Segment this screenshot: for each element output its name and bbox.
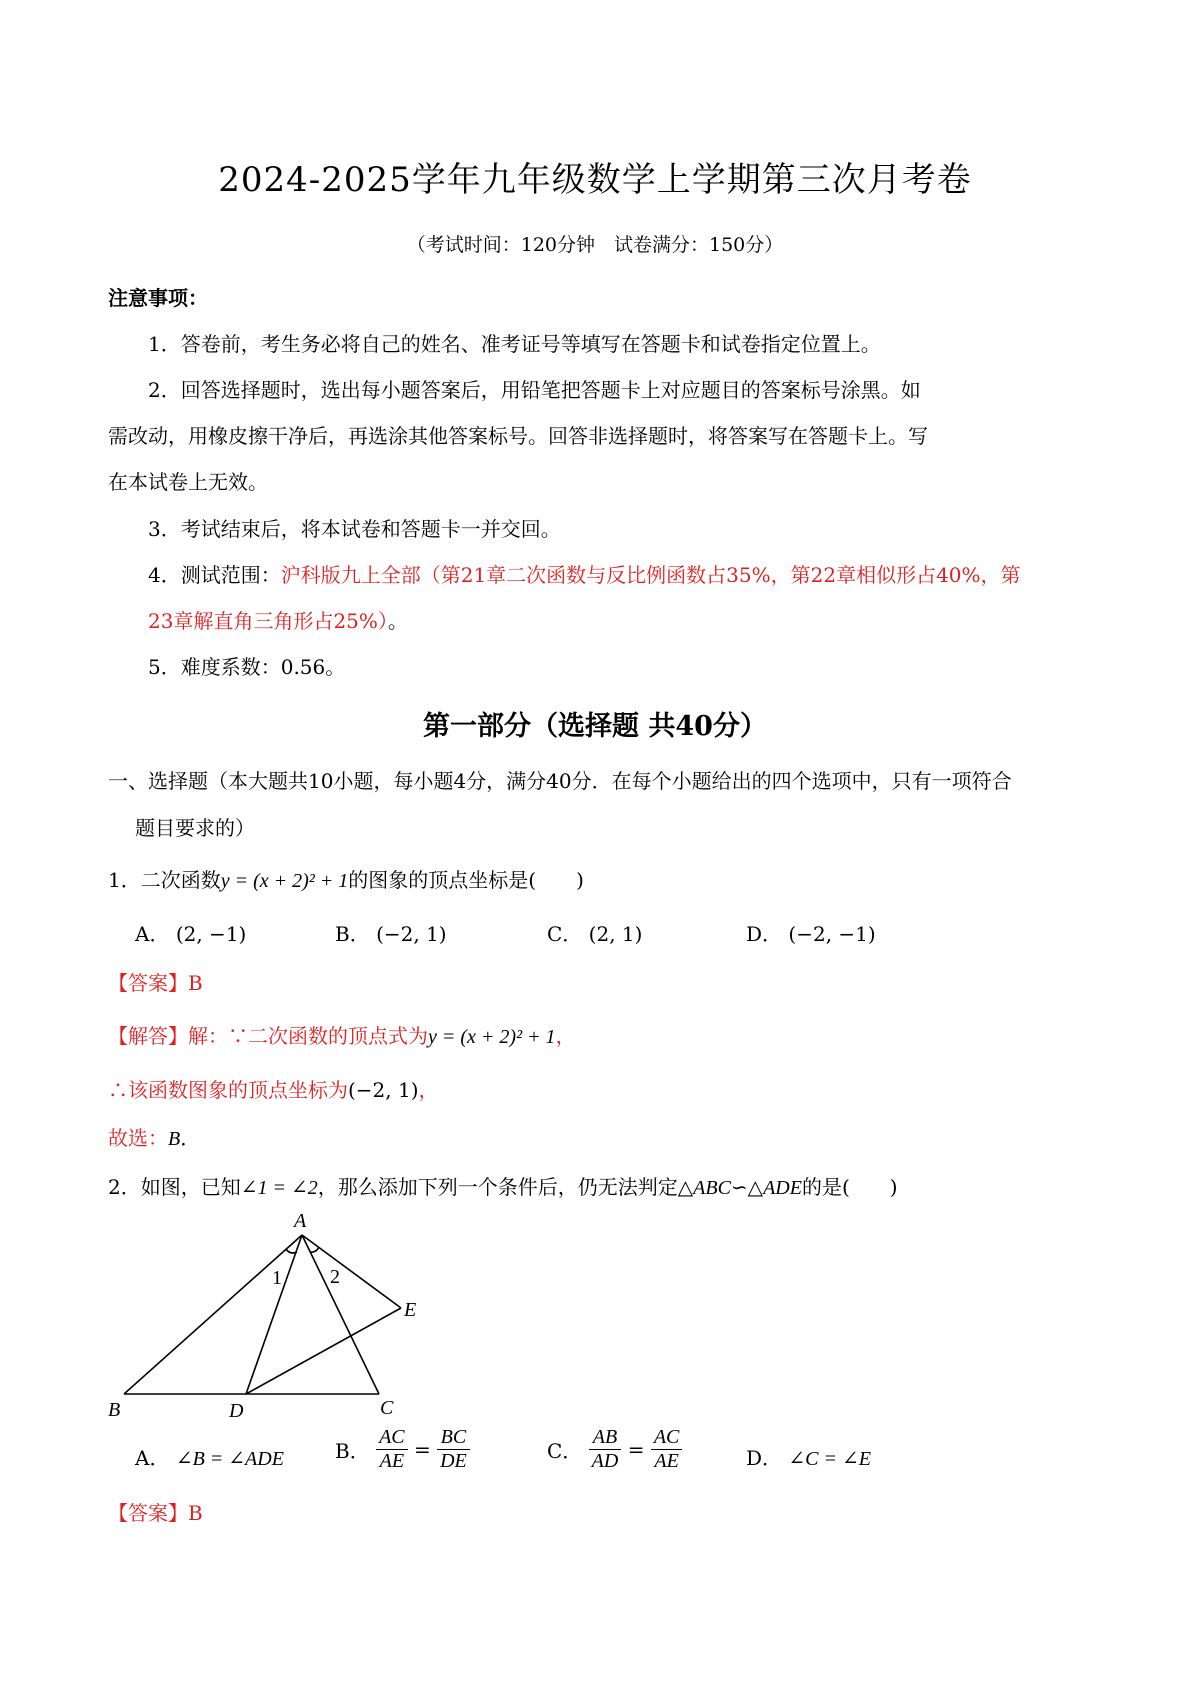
question-1-stem <box>108 864 584 893</box>
segment-ad <box>246 1235 302 1394</box>
section-title: 第一部分（选择题 共40分） <box>423 711 767 742</box>
denominator: AE <box>379 1450 405 1472</box>
option-value: (2, 1) <box>588 922 643 946</box>
choice-value: B <box>168 1128 181 1150</box>
option-label: A． <box>135 922 170 946</box>
triangle-abc: ABC <box>693 1177 731 1199</box>
option-value: (−2, −1) <box>788 922 876 946</box>
exam-info: （考试时间：120分钟 试卷满分：150分） <box>406 234 784 256</box>
notice-item-2-line-1: 2．回答选择题时，选出每小题答案后，用铅笔把答题卡上对应题目的答案标号涂黑。如 <box>148 378 921 402</box>
option-label: D． <box>746 922 783 946</box>
q1-solution-line-1 <box>108 1020 576 1049</box>
triangle-ade: ADE <box>763 1177 802 1199</box>
q1-option-b <box>335 918 447 947</box>
q1-option-d <box>746 918 876 947</box>
notice-item-4-line-1 <box>148 559 1021 588</box>
part-intro-line-2: 题目要求的） <box>135 816 255 840</box>
solution-text: 解：∵二次函数的顶点式为 <box>188 1024 428 1048</box>
similar-symbol: ∽△ <box>730 1175 764 1199</box>
solution-text: ∴该函数图象的顶点坐标为 <box>108 1078 348 1102</box>
answer-value: B <box>188 1501 203 1525</box>
numerator: BC <box>437 1426 470 1450</box>
solution-formula: (−2, 1) <box>348 1078 419 1102</box>
option-label: B． <box>335 1439 370 1463</box>
part-intro-line-1: 一、选择题（本大题共10小题，每小题4分，满分40分．在每个小题给出的四个选项中，只有一项符合 <box>108 769 1012 793</box>
option-label: A． <box>135 1446 170 1470</box>
q1-option-a <box>135 918 246 947</box>
segment-ab <box>124 1235 302 1394</box>
option-label: B． <box>335 922 370 946</box>
q2-option-c <box>547 1426 682 1473</box>
q2-option-b <box>335 1426 470 1473</box>
question-1-formula: y = (x + 2)² + 1 <box>220 870 349 892</box>
option-value: (2, −1) <box>175 922 247 946</box>
question-2-prefix: 2．如图，已知 <box>108 1175 241 1199</box>
angle-1-arc <box>286 1249 297 1253</box>
solution-punct: ， <box>555 1024 576 1048</box>
question-1-suffix: 的图象的顶点坐标是( ) <box>348 868 584 892</box>
fraction-ac-ae <box>376 1426 408 1473</box>
choice-punct: ． <box>180 1126 201 1150</box>
fraction-ac-ae-2 <box>651 1426 683 1473</box>
label-a: A <box>294 1210 307 1232</box>
numerator: AC <box>376 1426 408 1450</box>
notice-item-4-line-2 <box>148 605 408 634</box>
option-value: ∠C = ∠E <box>788 1448 871 1470</box>
page-title: 2024-2025学年九年级数学上学期第三次月考卷 <box>218 160 972 200</box>
segment-ac <box>302 1235 379 1394</box>
notice-item-5: 5．难度系数：0.56。 <box>148 655 346 679</box>
q2-option-d <box>746 1442 871 1471</box>
q1-answer <box>108 967 203 996</box>
denominator: AD <box>591 1450 619 1472</box>
angle-2-arc <box>310 1247 319 1252</box>
denominator: AE <box>654 1450 679 1472</box>
denominator: DE <box>440 1450 467 1472</box>
question-2-stem <box>108 1171 898 1200</box>
q2-answer <box>108 1497 203 1526</box>
option-label: D． <box>746 1446 783 1470</box>
label-d: D <box>229 1400 244 1422</box>
solution-punct: ， <box>418 1078 439 1102</box>
notice-item-3: 3．考试结束后，将本试卷和答题卡一并交回。 <box>148 517 561 541</box>
option-value: (−2, 1) <box>376 922 447 946</box>
q1-option-c <box>547 918 642 947</box>
solution-tag: 【解答】 <box>108 1024 188 1048</box>
label-c: C <box>380 1397 394 1419</box>
notice-item-4-suffix: 。 <box>387 609 408 633</box>
fraction-ab-ad <box>589 1426 622 1473</box>
q2-option-a <box>135 1442 284 1471</box>
equals-sign: = <box>627 1437 645 1462</box>
geometry-figure <box>100 1205 440 1425</box>
solution-formula: y = (x + 2)² + 1 <box>428 1026 556 1048</box>
label-angle-2: 2 <box>330 1266 340 1288</box>
question-2-suffix: 的是( ) <box>801 1175 898 1199</box>
segment-ae <box>302 1235 401 1308</box>
notice-item-2-line-3: 在本试卷上无效。 <box>108 470 268 494</box>
fraction-bc-de <box>437 1426 470 1473</box>
notice-item-1: 1．答卷前，考生务必将自己的姓名、准考证号等填写在答题卡和试卷指定位置上。 <box>148 332 881 356</box>
numerator: AC <box>651 1426 683 1450</box>
label-b: B <box>108 1399 121 1421</box>
question-2-middle: ，那么添加下列一个条件后，仍无法判定△ <box>317 1175 694 1199</box>
answer-tag: 【答案】 <box>108 971 188 995</box>
segment-de <box>246 1308 401 1394</box>
notice-heading: 注意事项： <box>108 286 208 310</box>
answer-tag: 【答案】 <box>108 1501 188 1525</box>
notice-item-2-line-2: 需改动，用橡皮擦干净后，再选涂其他答案标号。回答非选择题时，将答案写在答题卡上。写 <box>108 424 928 448</box>
equals-sign: = <box>413 1437 431 1462</box>
test-scope: 沪科版九上全部（第21章二次函数与反比例函数占35%，第22章相似形占40%，第 <box>280 563 1021 587</box>
q1-choice <box>108 1122 200 1151</box>
label-angle-1: 1 <box>272 1267 282 1289</box>
notice-item-4-prefix: 4．测试范围： <box>148 563 281 587</box>
question-1-prefix: 1．二次函数 <box>108 868 221 892</box>
choice-label: 故选： <box>108 1126 168 1150</box>
test-scope-cont: 23章解直角三角形占25%） <box>148 609 388 633</box>
label-e: E <box>404 1299 417 1321</box>
numerator: AB <box>589 1426 622 1450</box>
option-label: C． <box>547 922 583 946</box>
option-label: C． <box>547 1439 583 1463</box>
answer-value: B <box>188 971 203 995</box>
option-value: ∠B = ∠ADE <box>175 1448 284 1470</box>
q1-solution-line-2 <box>108 1074 439 1103</box>
question-2-condition: ∠1 = ∠2 <box>240 1177 318 1199</box>
